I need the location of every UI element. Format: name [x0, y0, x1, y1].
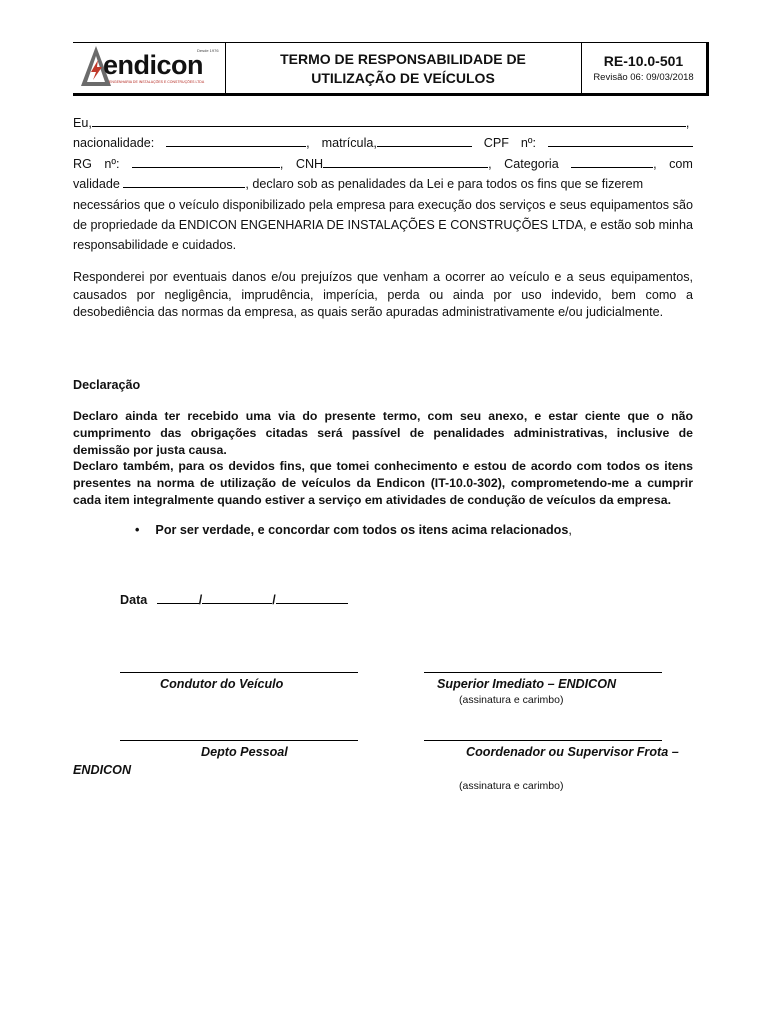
label-rg: RG [73, 156, 92, 171]
agreement-bullet [135, 523, 572, 537]
label-cnh: CNH [295, 156, 324, 171]
logo-wordmark: endicon [103, 50, 204, 80]
supervisor-signature-label: Superior Imediato – ENDICON [437, 677, 617, 691]
document-revision: Revisão 06: 09/03/2018 [593, 72, 694, 83]
comma: , [488, 156, 492, 171]
date-label: Data [120, 593, 148, 607]
declaration-heading: Declaração [73, 378, 141, 392]
comma: , [653, 156, 657, 171]
coordinator-signature-line[interactable] [424, 740, 662, 741]
coordinator-signature-label-cont: ENDICON [73, 763, 132, 777]
agreement-text: Por ser verdade, e concordar com todos os itens acima relacionados [155, 523, 569, 537]
form-line-name [73, 113, 693, 133]
cnh-field[interactable] [323, 154, 488, 168]
form-line-rg [73, 154, 693, 174]
rg-field[interactable] [132, 154, 280, 168]
title-line-1: TERMO DE RESPONSABILIDADE DE [280, 50, 526, 67]
logo-subtitle: ENGENHARIA DE INSTALAÇÕES E CONSTRUÇÕES LTDA [109, 80, 205, 84]
label-nationality: nacionalidade: [73, 136, 155, 151]
driver-signature-line[interactable] [120, 672, 358, 673]
nationality-field[interactable] [166, 133, 306, 147]
name-field[interactable] [92, 113, 686, 127]
comma: , [685, 116, 690, 130]
form-line-nationality [73, 133, 693, 153]
label-category: Categoria [504, 156, 559, 171]
company-logo [73, 43, 226, 94]
paragraph-liability: Responderei por eventuais danos e/ou prejuízos que venham a ocorrer ao veículo e a seus equipamentos, causados por negligência, imprudência, imperícia, perda ou ainda por uso indevido, bem como a desobediência das normas da empresa, as quais serão apuradas administrativamente e/ou judicialmente. [73, 270, 693, 319]
paragraph-identification [73, 113, 693, 256]
date-year-field[interactable] [276, 590, 348, 604]
document-code-cell [581, 43, 706, 94]
paragraph-identification-rest: necessários que o veículo disponibilizado pela empresa para execução dos serviços e seus equipamentos são de propriedade da ENDICON ENGENHARIA DE INSTALAÇÕES E CONSTRUÇÕES LTDA, e estão sob minha responsabilidade e cuidados. [73, 197, 693, 253]
date-separator: / [198, 593, 203, 607]
comma: , [306, 136, 310, 151]
cpf-field[interactable] [548, 133, 693, 147]
coordinator-signature-note: (assinatura e carimbo) [459, 780, 564, 792]
agreement-comma: , [568, 523, 572, 537]
label-with: com [669, 156, 693, 171]
document-code: RE-10.0-501 [603, 53, 684, 69]
coordinator-signature-label: Coordenador ou Supervisor Frota – [466, 745, 679, 759]
comma: , [279, 156, 284, 171]
label-cpf: CPF [483, 136, 509, 151]
form-line-validity [73, 174, 693, 194]
supervisor-signature-line[interactable] [424, 672, 662, 673]
date-row [120, 590, 348, 607]
validity-field[interactable] [123, 174, 245, 188]
supervisor-signature-note: (assinatura e carimbo) [459, 694, 564, 706]
personnel-signature-line[interactable] [120, 740, 358, 741]
declaration-text-2: Declaro também, para os devidos fins, que tomei conhecimento e estou de acordo com todos os itens presentes na norma de utilização de veículos da Endicon (IT-10.0-302), comprometendo-me a cumprir cada item integralmente quando estiver a serviço em atividades de condução de veículos da empresa. [73, 459, 693, 507]
label-eu: Eu, [73, 116, 92, 130]
driver-signature-label: Condutor do Veículo [160, 677, 284, 691]
label-validity: validade [73, 177, 120, 192]
date-day-field[interactable] [157, 590, 199, 604]
label-number: nº: [520, 136, 537, 151]
title-line-2: UTILIZAÇÃO DE VEÍCULOS [311, 69, 495, 86]
date-month-field[interactable] [202, 590, 272, 604]
document-title [225, 43, 582, 94]
bullet-symbol: • [135, 523, 140, 537]
date-separator: / [272, 593, 276, 607]
document-header [73, 42, 709, 96]
label-number: nº: [104, 156, 120, 171]
registration-field[interactable] [377, 133, 472, 147]
label-registration: matrícula, [321, 136, 377, 151]
declaration-text-1: Declaro ainda ter recebido uma via do presente termo, com seu anexo, e estar ciente que o não cumprimento das obrigações citadas será passível de penalidades administrativas, inclusive de demissão por justa causa. [73, 409, 693, 457]
personnel-signature-label: Depto Pessoal [201, 745, 288, 759]
category-field[interactable] [571, 154, 653, 168]
logo-since: Desde 1976 [197, 48, 219, 53]
declaration-text-start: , declaro sob as penalidades da Lei e para todos os fins que se fizerem [245, 177, 644, 192]
